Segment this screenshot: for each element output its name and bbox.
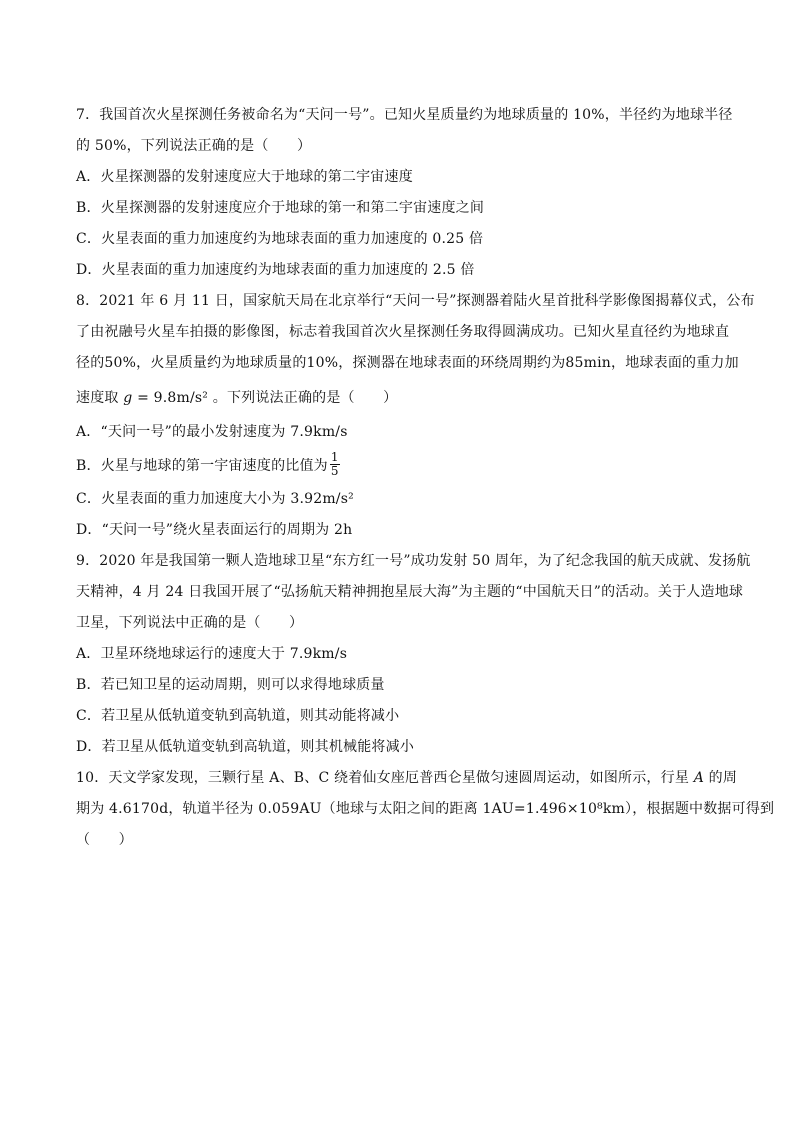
question-8-stem-line-2: 了由祝融号火星车拍摄的影像图，标志着我国首次火星探测任务取得圆满成功。已知火星直径约为地球直 (76, 324, 730, 340)
gravity-variable: g (123, 390, 133, 406)
question-8-stem-line-4-pre: 速度取 (76, 390, 124, 406)
question-7 (76, 100, 733, 286)
fraction (330, 451, 340, 478)
question-9 (76, 546, 751, 763)
question-8-stem-line-4 (76, 379, 720, 417)
question-7-stem-line-1: 7．我国首次火星探测任务被命名为“天问一号”。已知火星质量约为地球质量的 10%，半径约为地球半径 (76, 107, 733, 123)
question-8-option-b-text: B．火星与地球的第一宇宙速度的比值为 (76, 458, 328, 474)
question-9-option-b: B．若已知卫星的运动周期，则可以求得地球质量 (76, 677, 385, 693)
question-7-option-a: A．火星探测器的发射速度应大于地球的第二宇宙速度 (76, 169, 413, 185)
question-8-option-b (76, 448, 720, 484)
question-8-option-c: C．火星表面的重力加速度大小为 3.92m/s² (76, 491, 354, 507)
question-9-stem-line-3: 卫星，下列说法中正确的是（ ） (76, 615, 304, 631)
question-7-option-d: D．火星表面的重力加速度约为地球表面的重力加速度的 2.5 倍 (76, 262, 475, 278)
question-8 (76, 286, 755, 546)
question-8-stem-line-4-post: = 9.8m/s² 。下列说法正确的是（ ） (132, 390, 398, 406)
fraction-denominator: 5 (330, 463, 339, 478)
question-list (76, 100, 775, 856)
question-9-option-c: C．若卫星从低轨道变轨到高轨道，则其动能将减小 (76, 708, 400, 724)
planet-variable: A (693, 770, 704, 786)
question-9-stem-line-1: 9．2020 年是我国第一颗人造地球卫星“东方红一号”成功发射 50 周年，为了纪念我国的航天成就、发扬航 (76, 553, 751, 569)
question-10-stem-line-1-pre: 10．天文学家发现，三颗行星 A、B、C 绕着仙女座厄普西仑星做匀速圆周运动，如图所示，行星 (76, 770, 694, 786)
question-9-option-d: D．若卫星从低轨道变轨到高轨道，则其机械能将减小 (76, 739, 415, 755)
question-10-stem-line-3: （ ） (76, 832, 133, 848)
question-9-option-a: A．卫星环绕地球运行的速度大于 7.9km/s (76, 646, 348, 662)
question-9-stem-line-2: 天精神，4 月 24 日我国开展了“弘扬航天精神拥抱星辰大海”为主题的“中国航天日”的活动。关于人造地球 (76, 584, 744, 600)
question-8-stem-line-3: 径的50%，火星质量约为地球质量的10%，探测器在地球表面的环绕周期约为85min，地球表面的重力加 (76, 355, 739, 371)
question-8-stem-line-1: 8．2021 年 6 月 11 日，国家航天局在北京举行“天问一号”探测器着陆火星首批科学影像图揭幕仪式，公布 (76, 293, 755, 309)
question-8-option-a: A．“天问一号”的最小发射速度为 7.9km/s (76, 424, 348, 440)
question-8-option-d: D．“天问一号”绕火星表面运行的周期为 2h (76, 522, 353, 538)
question-10 (76, 763, 775, 856)
question-7-stem-line-2: 的 50%，下列说法正确的是（ ） (76, 138, 312, 154)
question-10-stem-line-1 (76, 763, 738, 794)
fraction-numerator: 1 (330, 449, 339, 464)
question-10-stem-line-2: 期为 4.6170d，轨道半径为 0.059AU（地球与太阳之间的距离 1AU=1.496×10⁸km），根据题中数据可得到 (76, 801, 775, 817)
question-7-option-c: C．火星表面的重力加速度约为地球表面的重力加速度的 0.25 倍 (76, 231, 484, 247)
question-10-stem-line-1-post: 的周 (704, 770, 738, 786)
question-7-option-b: B．火星探测器的发射速度应介于地球的第一和第二宇宙速度之间 (76, 200, 485, 216)
